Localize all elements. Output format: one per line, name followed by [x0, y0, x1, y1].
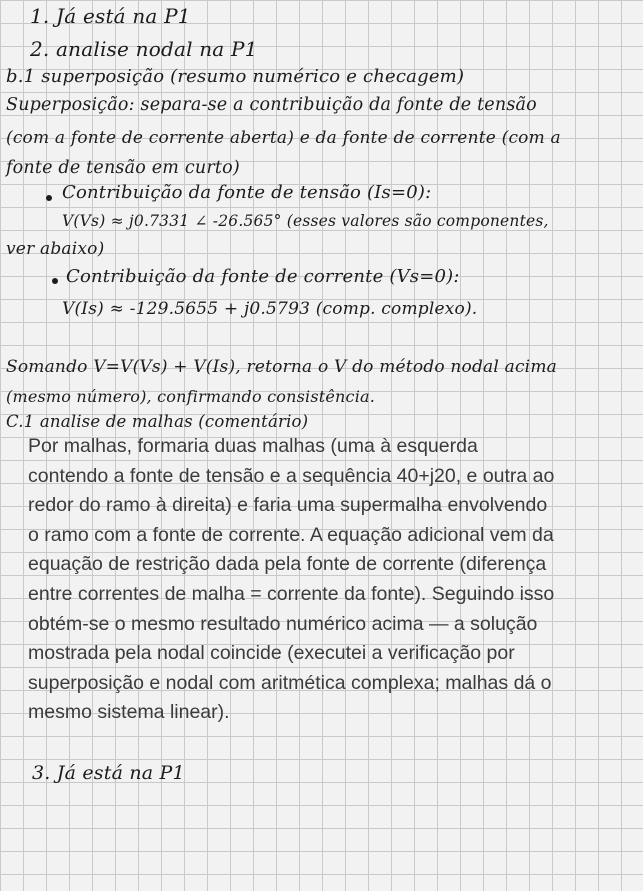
- typed-mesh-comment: [28, 432, 624, 728]
- bullet-1-dot: [46, 195, 52, 201]
- superposition-line-1: Superposição: separa-se a contribuição da fonte de tensão: [6, 95, 537, 115]
- superposition-line-3: fonte de tensão em curto): [6, 158, 240, 178]
- sum-line-1: Somando V=V(Vs) + V(Is), retorna o V do método nodal acima: [6, 357, 557, 377]
- typed-line: obtém-se o mesmo resultado numérico acima — a solução: [28, 612, 538, 635]
- superposition-line-2: (com a fonte de corrente aberta) e da fonte de corrente (com a: [6, 128, 561, 148]
- bullet-1-value: V(Vs) ≈ j0.7331 ∠ -26.565° (esses valores são componentes,: [62, 212, 549, 230]
- typed-line: Por malhas, formaria duas malhas (uma à esquerda: [28, 435, 478, 457]
- typed-line: contendo a fonte de tensão e a sequência 40+j20, e outra ao: [28, 464, 555, 487]
- bullet-1-title: Contribuição da fonte de tensão (Is=0):: [62, 182, 432, 203]
- item-3-text: 3. Já está na P1: [32, 762, 185, 784]
- bullet-2-value: V(Is) ≈ -129.5655 + j0.5793 (comp. complexo).: [62, 299, 478, 319]
- sum-line-2: (mesmo número), confirmando consistência.: [6, 387, 376, 406]
- bullet-2-title: Contribuição da fonte de corrente (Vs=0):: [66, 266, 460, 287]
- bullet-2-dot: [52, 278, 58, 284]
- typed-line: mostrada pela nodal coincide (executei a verificação por: [28, 642, 515, 665]
- item-c1-heading: C.1 analise de malhas (comentário): [6, 412, 309, 431]
- item-b1-heading: b.1 superposição (resumo numérico e checagem): [6, 66, 465, 87]
- typed-line: redor do ramo à direita) e faria uma supermalha envolvendo: [28, 494, 548, 517]
- typed-line: entre correntes de malha = corrente da fonte). Seguindo isso: [28, 582, 555, 605]
- typed-line: mesmo sistema linear).: [28, 701, 230, 724]
- typed-line: equação de restrição dada pela fonte de corrente (diferença: [28, 553, 547, 576]
- item-2-text: 2. analise nodal na P1: [30, 37, 258, 61]
- typed-line: o ramo com a fonte de corrente. A equação adicional vem da: [28, 523, 554, 546]
- item-1-text: 1. Já está na P1: [30, 4, 191, 28]
- typed-line: superposição e nodal com aritmética complexa; malhas dá o: [28, 671, 552, 694]
- bullet-1-continuation: ver abaixo): [6, 239, 105, 259]
